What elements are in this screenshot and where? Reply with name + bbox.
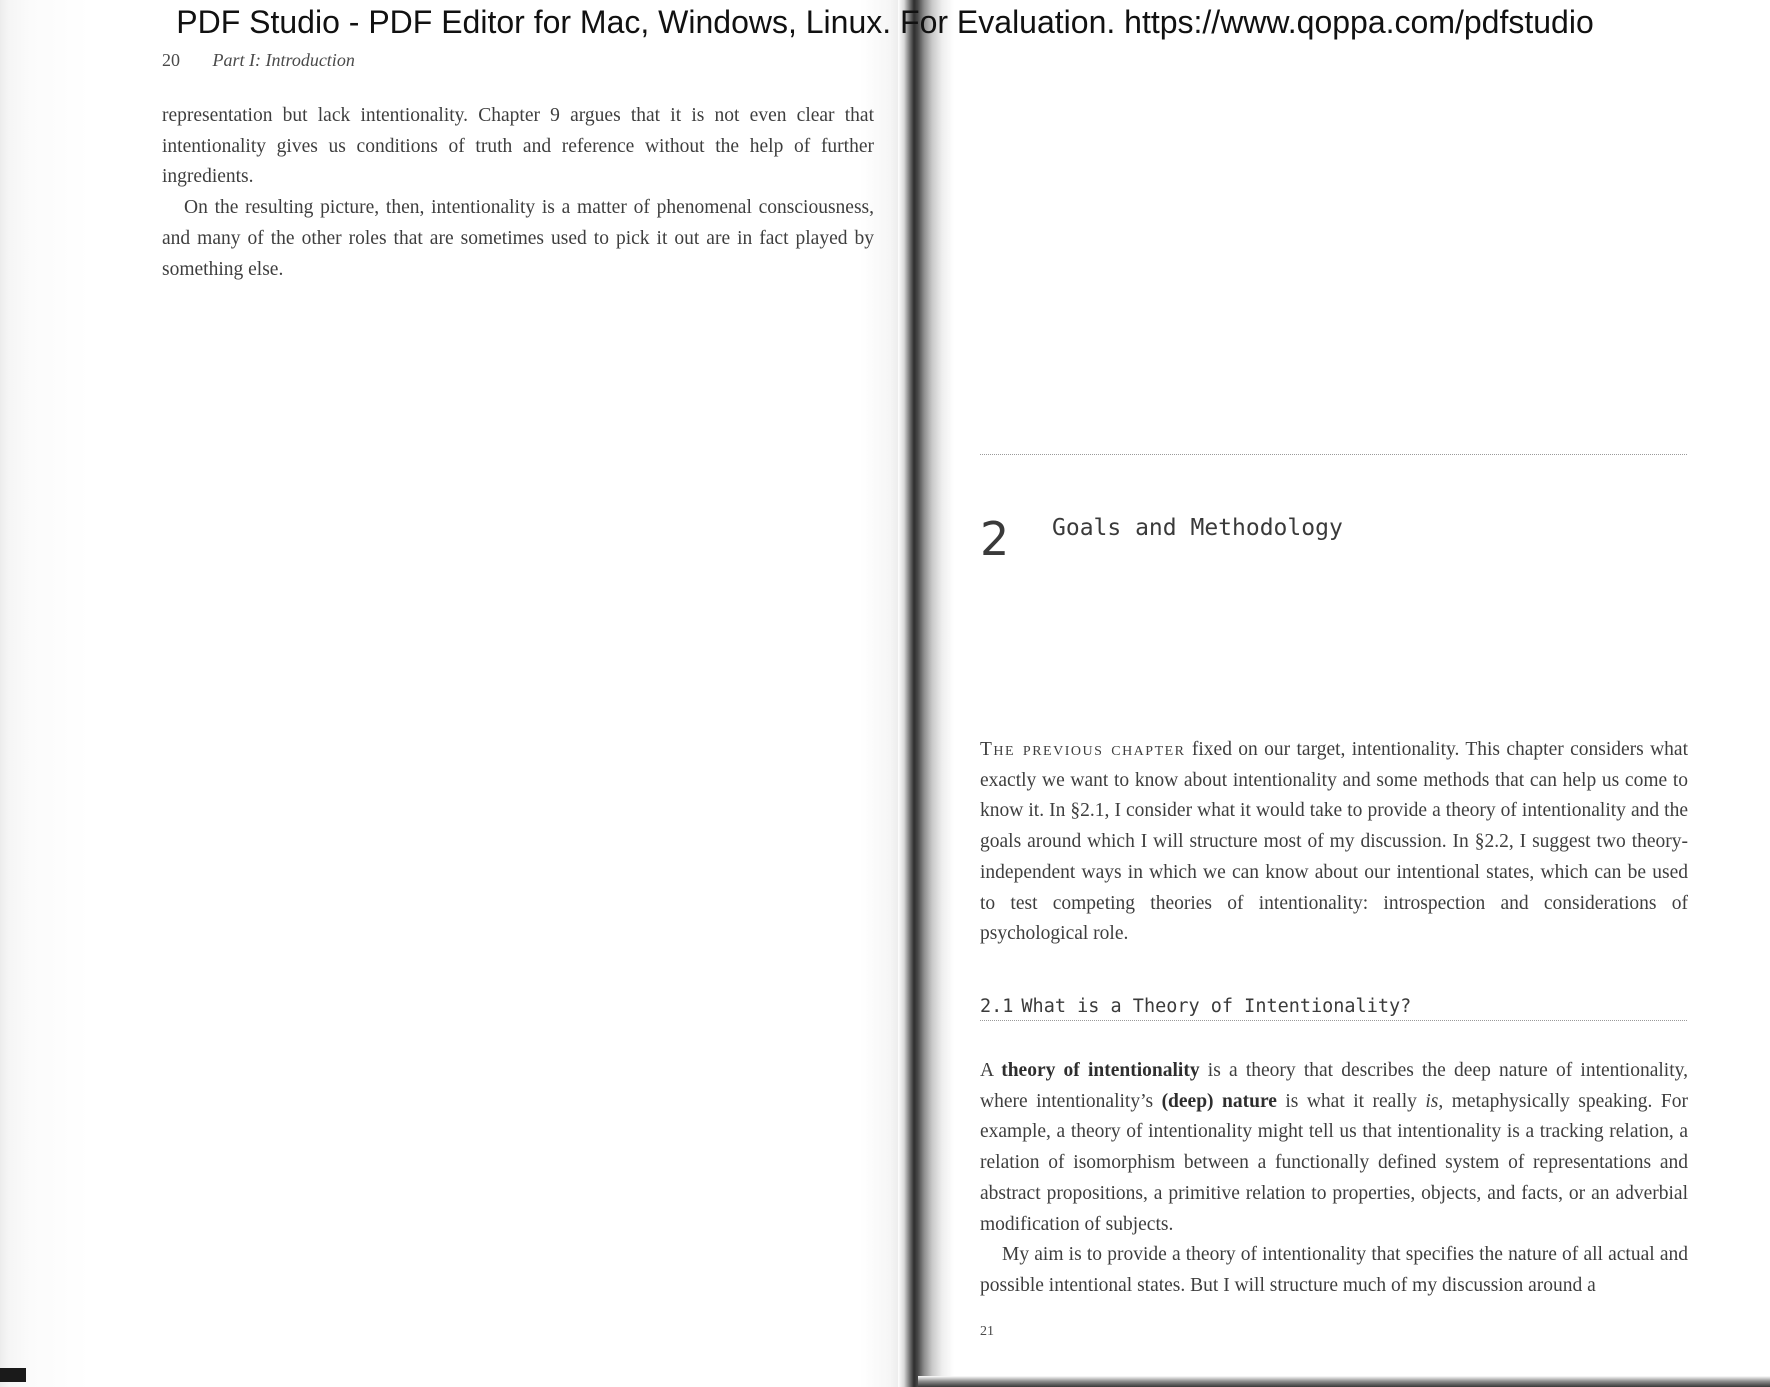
section-number: 2.1 xyxy=(980,996,1014,1017)
section-title: What is a Theory of Intentionality? xyxy=(1021,996,1412,1017)
left-paragraph-1: representation but lack intentionality. Chapter 9 argues that it is not even clear that intentionality gives us conditions of truth and reference without the help of further ingredients. xyxy=(162,105,874,188)
left-page-number: 20 xyxy=(162,50,180,70)
left-page-header xyxy=(162,50,355,71)
chapter-title: Goals and Methodology xyxy=(1052,515,1343,541)
section-paragraph-2: My aim is to provide a theory of intentionality that specifies the nature of all actual and possible intentional states. But I will structure much of my discussion around a xyxy=(980,1244,1688,1296)
book-gutter-shadow xyxy=(898,0,954,1387)
right-page-number: 21 xyxy=(980,1324,994,1339)
intro-smallcaps: The previous chapter xyxy=(980,739,1186,760)
page-bottom-edge xyxy=(918,1376,1770,1387)
evaluation-watermark: PDF Studio - PDF Editor for Mac, Windows, Linux. For Evaluation. https://www.qoppa.com/pdfstudio xyxy=(176,4,1594,40)
term-deep-nature: (deep) nature xyxy=(1161,1090,1277,1112)
section-rule xyxy=(980,1020,1687,1021)
term-theory-of-intentionality: theory of intentionality xyxy=(1001,1060,1200,1081)
chapter-number: 2 xyxy=(980,512,1010,566)
section-body xyxy=(980,1056,1688,1302)
section-heading xyxy=(980,996,1411,1017)
section-paragraph-1: A theory of intentionality is a theory that describes the deep nature of intentionality, where intentionality’s (deep) nature is what it really is, metaphysically speaking. For example, a theory of intentionality might tell us that intentionality is a tracking relation, a relation of isomorphism between a functionally defined system of representations and abstract propositions, a primitive relation to properties, objects, and facts, or an adverbial modification of subjects. xyxy=(980,1060,1688,1235)
intro-text: fixed on our target, intentionality. This chapter considers what exactly we want to know about intentionality and some methods that can help us come to know it. In §2.1, I consider what it would take to provide a theory of intentionality and the goals around which I will structure most of my discussion. In §2.2, I suggest two theory-independent ways in which we can know about our intentional states, which can be used to test competing theories of intentionality: introspection and considerations of psychological role. xyxy=(980,739,1688,945)
left-page-body xyxy=(162,101,874,285)
running-head: Part I: Introduction xyxy=(212,50,355,70)
chapter-top-rule xyxy=(980,454,1687,455)
intro-paragraph xyxy=(980,735,1688,950)
emphasis-is: is xyxy=(1425,1090,1439,1112)
left-paragraph-2: On the resulting picture, then, intentionality is a matter of phenomenal consciousness, and many of the other roles that are sometimes used to pick it out are in fact played by something else. xyxy=(162,197,874,280)
chapter-intro xyxy=(980,735,1688,950)
scan-corner-mark xyxy=(0,1368,26,1382)
